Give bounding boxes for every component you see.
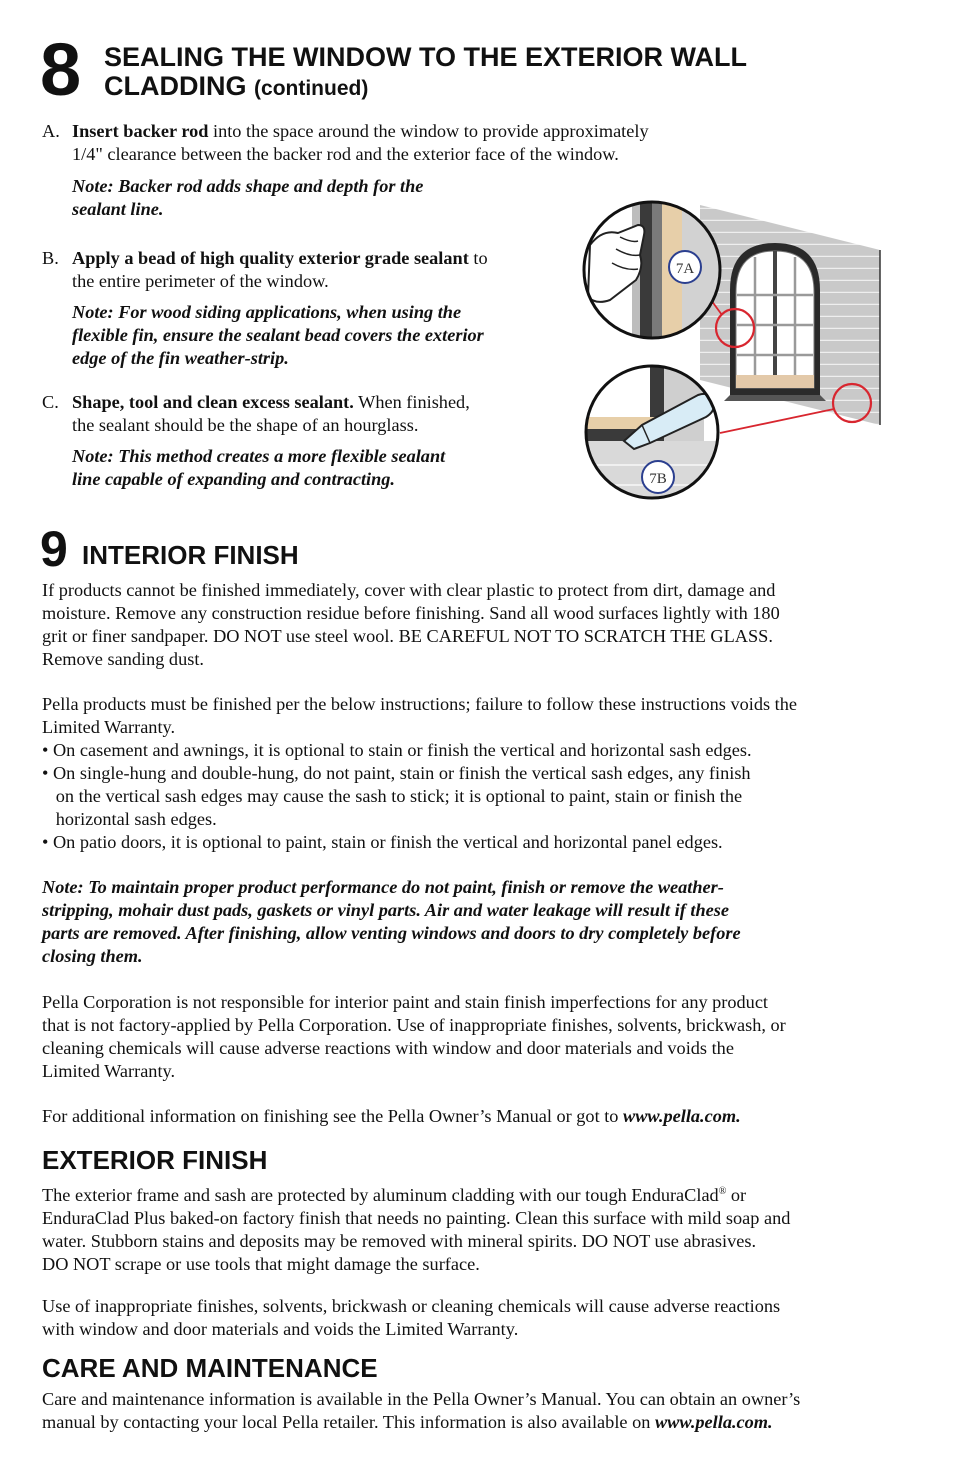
- care-line2-text: manual by contacting your local Pella retailer. This information is also available on: [42, 1412, 655, 1432]
- exterior-p1-line: DO NOT scrape or use tools that might damage the surface.: [42, 1254, 480, 1275]
- step-b-bold: Apply a bead of high quality exterior grade sealant: [72, 248, 469, 268]
- step-b-text1: to: [468, 248, 488, 268]
- section-8-title-line1: SEALING THE WINDOW TO THE EXTERIOR WALL: [104, 42, 747, 72]
- step-c: [42, 391, 470, 437]
- interior-p4: [42, 1105, 741, 1128]
- step-c-text1: When finished,: [353, 392, 470, 412]
- step-a-text1: into the space around the window to provide approximately: [208, 121, 649, 141]
- interior-note-line: Note: To maintain proper product performance do not paint, finish or remove the weather-: [42, 877, 724, 897]
- label-7b: 7B: [649, 471, 667, 487]
- interior-p1: [42, 579, 780, 671]
- exterior-p2-line: Use of inappropriate finishes, solvents, brickwash or cleaning chemicals will cause adverse reactions: [42, 1296, 781, 1316]
- step-c-line1: [42, 391, 470, 414]
- interior-bullet-patio: • On patio doors, it is optional to paint, stain or finish the vertical and horizontal panel edges.: [42, 832, 723, 852]
- step-b-note-line3: edge of the fin weather-strip.: [72, 348, 289, 368]
- step-b-note: [72, 301, 484, 370]
- interior-bullet-hung: • On single-hung and double-hung, do not paint, stain or finish the vertical sash edges, any finish: [42, 763, 751, 783]
- detail-7b: [580, 365, 730, 505]
- interior-p4-text: For additional information on finishing see the Pella Owner’s Manual or got to: [42, 1106, 624, 1126]
- step-c-note-line2: line capable of expanding and contracting.: [72, 469, 395, 489]
- interior-note-line: stripping, mohair dust pads, gaskets or vinyl parts. Air and water leakage will result if these: [42, 900, 729, 920]
- step-a: [42, 120, 649, 166]
- exterior-finish-title: EXTERIOR FINISH: [42, 1145, 268, 1175]
- sealing-illustration: [580, 185, 910, 505]
- step-a-text2: 1/4" clearance between the backer rod and the exterior face of the window.: [72, 144, 619, 164]
- interior-p3-line: that is not factory-applied by Pella Corporation. Use of inappropriate finishes, solvents, brickwash, or: [42, 1015, 786, 1035]
- interior-p1-line: Remove sanding dust.: [42, 649, 204, 669]
- section-9-title: INTERIOR FINISH: [82, 540, 299, 570]
- exterior-p1-line: EnduraClad Plus baked-on factory finish that needs no painting. Clean this surface with mild soap and: [42, 1208, 791, 1229]
- step-b-line1: [42, 247, 488, 270]
- exterior-p1: [42, 1180, 790, 1276]
- section-9-number: 9: [40, 521, 68, 577]
- step-c-text2: the sealant should be the shape of an hourglass.: [72, 415, 419, 435]
- care-line2: [42, 1411, 800, 1434]
- section-8-title-line2: [104, 72, 747, 103]
- step-b-text2: the entire perimeter of the window.: [72, 271, 329, 291]
- label-7a: 7A: [675, 261, 695, 277]
- care-paragraph: [42, 1388, 800, 1434]
- interior-p3: [42, 991, 786, 1083]
- step-b-note-line1: Note: For wood siding applications, when using the: [72, 302, 462, 322]
- interior-p1-line: grit or finer sandpaper. DO NOT use steel wool. BE CAREFUL NOT TO SCRATCH THE GLASS.: [42, 626, 773, 646]
- interior-note: [42, 876, 741, 968]
- interior-note-line: closing them.: [42, 946, 143, 966]
- step-a-note: [72, 175, 423, 221]
- registered-mark: ®: [718, 1186, 727, 1197]
- interior-p3-line: cleaning chemicals will cause adverse reactions with window and door materials and voids the: [42, 1038, 734, 1058]
- interior-p3-line: Limited Warranty.: [42, 1061, 176, 1081]
- step-c-bold: Shape, tool and clean excess sealant.: [72, 392, 354, 412]
- step-b: [42, 247, 488, 293]
- interior-p2-line: Pella products must be finished per the below instructions; failure to follow these instructions voids the: [42, 694, 797, 714]
- step-a-line1: [42, 120, 649, 143]
- exterior-p2-line: with window and door materials and voids the Limited Warranty.: [42, 1319, 519, 1339]
- interior-p1-line: moisture. Remove any construction residue before finishing. Sand all wood surfaces lightly with 180: [42, 603, 780, 623]
- section-8-title-cladding: CLADDING: [104, 71, 247, 101]
- exterior-p1-text-a: The exterior frame and sash are protected by aluminum cladding with our tough EnduraClad: [42, 1185, 719, 1206]
- exterior-p1-line1: [42, 1180, 790, 1207]
- section-8-number: 8: [40, 28, 82, 111]
- section-8-title: [104, 43, 747, 103]
- interior-bullet-hung-cont: horizontal sash edges.: [42, 809, 217, 829]
- section-8-title-suffix: (continued): [254, 77, 369, 100]
- pella-link[interactable]: www.pella.com.: [623, 1106, 741, 1126]
- interior-p1-line: If products cannot be finished immediately, cover with clear plastic to protect from dirt, damage and: [42, 580, 776, 600]
- interior-p2-line: Limited Warranty.: [42, 717, 176, 737]
- care-line1: Care and maintenance information is available in the Pella Owner’s Manual. You can obtain an owner’s: [42, 1389, 801, 1409]
- interior-bullet-hung-cont: on the vertical sash edges may cause the sash to stick; it is optional to paint, stain or finish the: [42, 786, 743, 806]
- step-b-marker: B.: [42, 248, 59, 268]
- step-c-note: [72, 445, 445, 491]
- step-c-note-line1: Note: This method creates a more flexible sealant: [72, 446, 446, 466]
- interior-note-line: parts are removed. After finishing, allow venting windows and doors to dry completely before: [42, 923, 741, 943]
- step-a-marker: A.: [42, 121, 60, 141]
- care-maintenance-title: CARE AND MAINTENANCE: [42, 1353, 378, 1383]
- interior-p3-line: Pella Corporation is not responsible for interior paint and stain finish imperfections for any product: [42, 992, 769, 1012]
- step-a-bold: Insert backer rod: [72, 121, 209, 141]
- step-a-note-line1: Note: Backer rod adds shape and depth for the: [72, 176, 424, 196]
- exterior-p2: [42, 1295, 780, 1341]
- exterior-p1-text-b: or: [726, 1185, 747, 1206]
- exterior-p1-line: water. Stubborn stains and deposits may be removed with mineral spirits. DO NOT use abrasives.: [42, 1231, 757, 1252]
- interior-bullet-casement: • On casement and awnings, it is optional to stain or finish the vertical and horizontal sash edges.: [42, 740, 752, 760]
- arched-window: [724, 243, 826, 401]
- step-b-note-line2: flexible fin, ensure the sealant bead covers the exterior: [72, 325, 484, 345]
- pella-link[interactable]: www.pella.com.: [654, 1412, 773, 1432]
- step-c-marker: C.: [42, 392, 59, 412]
- interior-p2: [42, 693, 797, 854]
- step-a-note-line2: sealant line.: [72, 199, 164, 219]
